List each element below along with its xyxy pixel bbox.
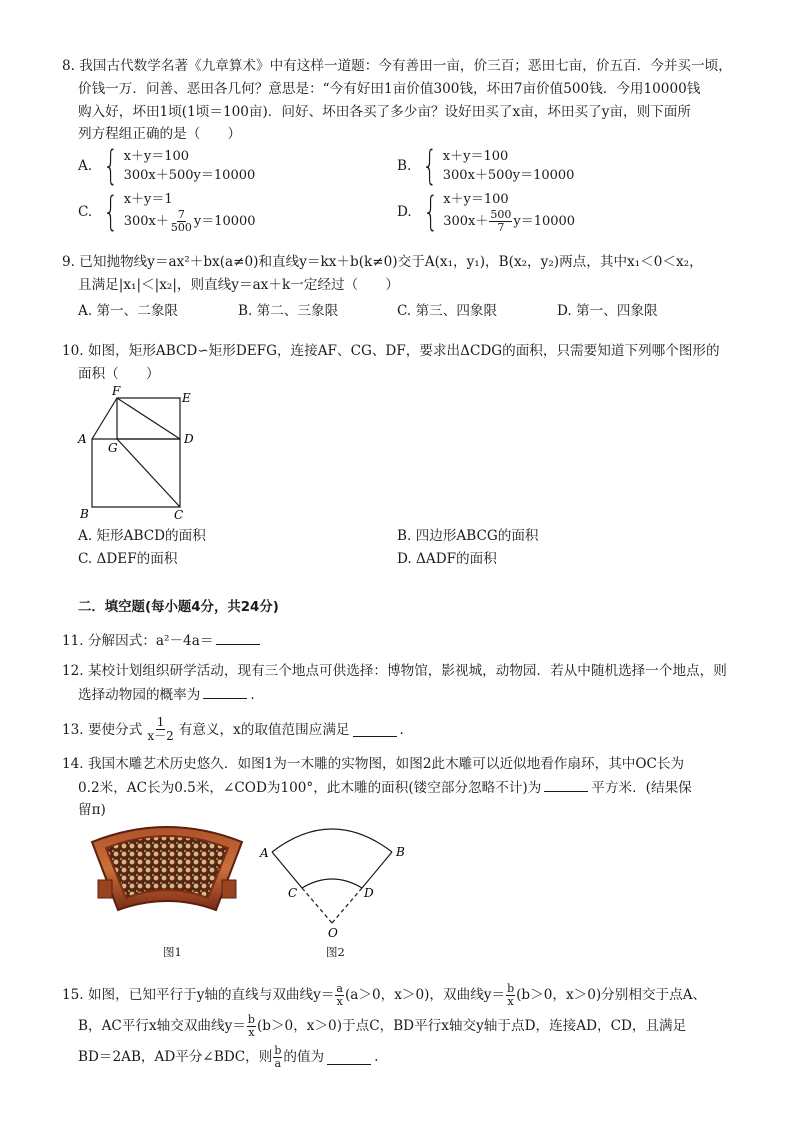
q8-line-1: 8. 我国古代数学名著《九章算术》中有这样一道题：今有善田一亩，价三百；恶田七亩，价五百．今并买一顷， bbox=[62, 58, 732, 74]
label-B: B bbox=[80, 507, 89, 521]
rectangle-figure bbox=[70, 382, 210, 522]
fraction: $\frac{b}{a}$ bbox=[274, 1043, 282, 1070]
q10-option-b: B. 四边形ABCG的面积 bbox=[397, 528, 539, 544]
label-C: C bbox=[288, 886, 298, 900]
q10-option-a: A. 矩形ABCD的面积 bbox=[78, 528, 206, 544]
figure-1-caption: 图1 bbox=[163, 945, 182, 959]
q9-line-2: 且满足|x₁|＜|x₂|，则直线y＝ax＋k一定经过（ ） bbox=[78, 277, 399, 293]
wood-carving-photo bbox=[88, 818, 246, 918]
label-E: E bbox=[182, 391, 191, 405]
q10-option-c: C. ΔDEF的面积 bbox=[78, 551, 178, 567]
fraction: $\frac{1}{x-2}$ bbox=[147, 715, 174, 743]
answer-blank[interactable] bbox=[203, 684, 247, 699]
q8-option-a: A. { x＋y＝100 300x＋500y＝10000 bbox=[78, 143, 256, 189]
brace-glyph: { bbox=[422, 189, 439, 235]
fraction: $\frac{b}{x}$ bbox=[247, 1012, 255, 1039]
label-A: A bbox=[78, 432, 87, 446]
label-G: G bbox=[108, 441, 118, 455]
section-heading: 二．填空题(每小题4分，共24分) bbox=[78, 600, 279, 615]
q9-option-a: A. 第一、二象限 bbox=[78, 303, 179, 319]
answer-blank[interactable] bbox=[353, 722, 397, 737]
q9-option-b: B. 第二、三象限 bbox=[238, 303, 339, 319]
q15-line-3: BD＝2AB，AD平分∠BDC，则 $\frac{b}{a}$ 的值为 . bbox=[78, 1043, 379, 1070]
label-B: B bbox=[396, 845, 405, 859]
label-A: A bbox=[260, 846, 269, 860]
figure-2-caption: 图2 bbox=[326, 945, 345, 959]
q12-line-1: 12. 某校计划组织研学活动，现有三个地点可供选择：博物馆，影视城，动物园．若从中随机选择一个地点，则 bbox=[62, 663, 727, 679]
label-D: D bbox=[364, 886, 374, 900]
sector-figure bbox=[258, 818, 418, 943]
q10-line-2: 面积（ ） bbox=[78, 366, 160, 382]
q14-line-3: 留π) bbox=[78, 802, 106, 818]
fraction: $\frac{500}{7}$ bbox=[490, 208, 512, 234]
q8-option-d: D. { x＋y＝100 300x＋ $\frac{500}{7}$ y＝10000 bbox=[397, 189, 576, 235]
answer-blank[interactable] bbox=[327, 1050, 371, 1065]
label-D: D bbox=[184, 432, 194, 446]
q8-line-4: 列方程组正确的是（ ） bbox=[78, 126, 242, 142]
brace-glyph: { bbox=[103, 189, 119, 235]
answer-blank[interactable] bbox=[216, 630, 260, 645]
q8-option-c: C. { x＋y＝1 300x＋ $\frac{7}{500}$ y＝10000 bbox=[78, 189, 256, 235]
q14-line-1: 14. 我国木雕艺术历史悠久．如图1为一木雕的实物图，如图2此木雕可以近似地看作扇环，其中OC长为 bbox=[62, 756, 685, 772]
brace-glyph: { bbox=[422, 143, 438, 189]
q11: 11. 分解因式：a²－4a＝ bbox=[62, 630, 263, 651]
fraction: $\frac{b}{x}$ bbox=[507, 981, 515, 1008]
fraction: $\frac{a}{x}$ bbox=[336, 981, 343, 1008]
q14-line-2: 0.2米，AC长为0.5米，∠COD为100°，此木雕的面积(镂空部分忽略不计)为 平方米．(结果保 bbox=[78, 777, 692, 798]
q8-option-b: B. { x＋y＝100 300x＋500y＝10000 bbox=[397, 143, 575, 189]
q15-line-1: 15. 如图，已知平行于y轴的直线与双曲线y＝ $\frac{a}{x}$ (a＞0，x＞0)，双曲线y＝ $\frac{b}{x}$ (b＞0，x＞0)分别相交于点A、 bbox=[62, 981, 707, 1008]
fraction: $\frac{7}{500}$ bbox=[170, 208, 192, 234]
q8-line-3: 购入好，坏田1顷(1顷＝100亩)．问好、坏田各买了多少亩？设好田买了x亩，坏田买了y亩，则下面所 bbox=[78, 104, 691, 120]
brace-glyph: { bbox=[103, 143, 119, 189]
q8-line-2: 价钱一万．问善、恶田各几何？意思是：“今有好田1亩价值300钱，坏田7亩价值500钱．今用10000钱 bbox=[78, 81, 701, 97]
q13: 13. 要使分式 $\frac{1}{x-2}$ 有意义，x的取值范围应满足 . bbox=[62, 715, 404, 743]
q9-option-c: C. 第三、四象限 bbox=[397, 303, 498, 319]
q9-line-1: 9. 已知抛物线y＝ax²＋bx(a≠0)和直线y＝kx＋b(k≠0)交于A(x₁，y₁)，B(x₂，y₂)两点，其中x₁＜0＜x₂， bbox=[62, 254, 703, 270]
q9-option-d: D. 第一、四象限 bbox=[557, 303, 658, 319]
q10-line-1: 10. 如图，矩形ABCD∽矩形DEFG，连接AF、CG、DF，要求出ΔCDG的面积，只需要知道下列哪个图形的 bbox=[62, 343, 720, 359]
q10-option-d: D. ΔADF的面积 bbox=[397, 551, 497, 567]
label-C: C bbox=[174, 508, 184, 522]
q15-line-2: B，AC平行x轴交双曲线y＝ $\frac{b}{x}$ (b＞0，x＞0)于点C，BD平行x轴交y轴于点D，连接AD，CD，且满足 bbox=[78, 1012, 687, 1039]
answer-blank[interactable] bbox=[544, 777, 588, 792]
label-O: O bbox=[328, 926, 338, 940]
label-F: F bbox=[112, 384, 121, 398]
q12-line-2: 选择动物园的概率为 . bbox=[78, 684, 255, 705]
